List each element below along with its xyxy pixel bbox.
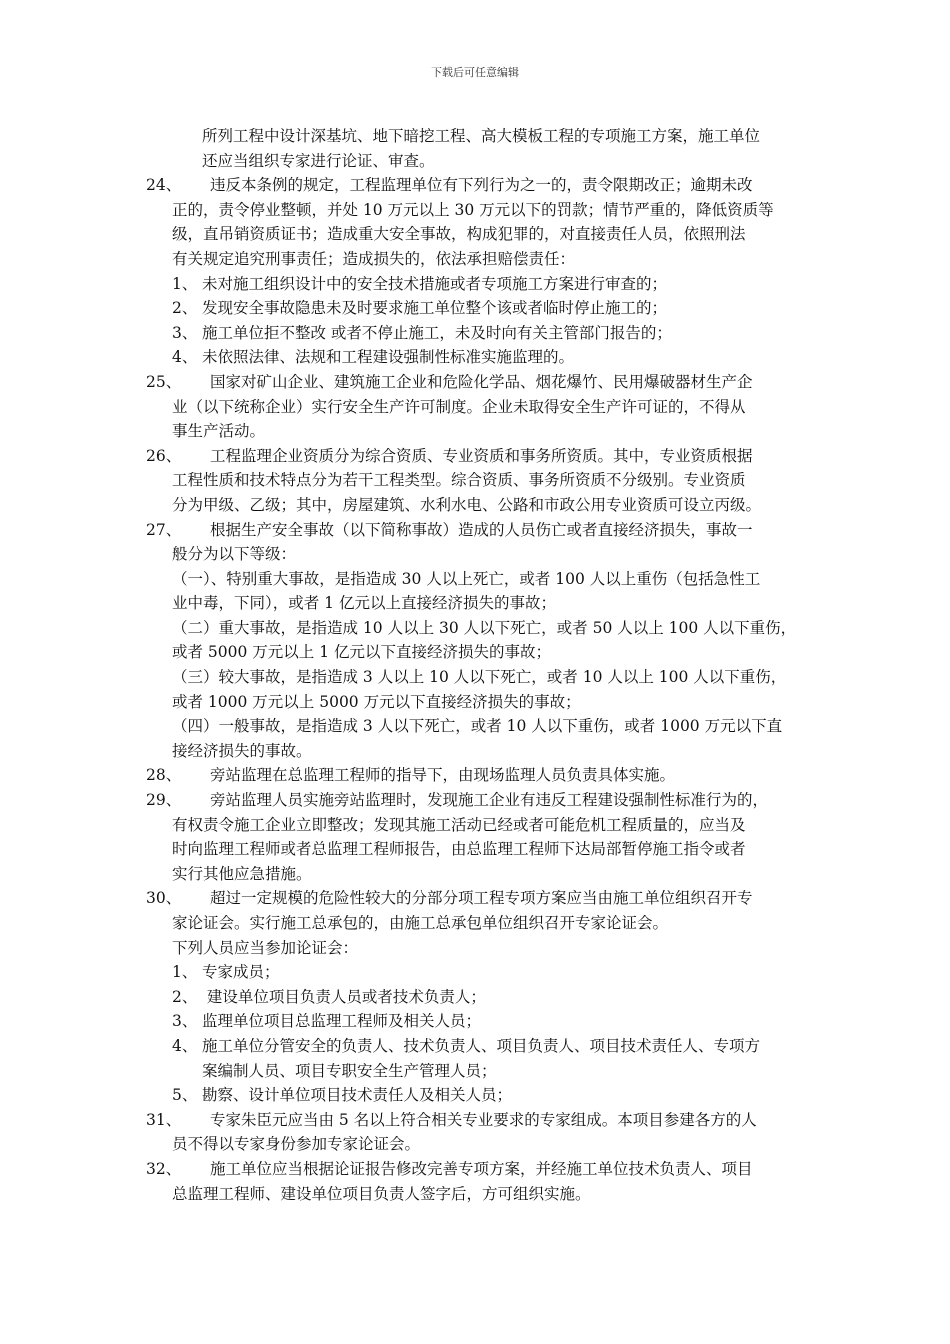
- item-number: 31、: [146, 1110, 182, 1129]
- sub-item: [172, 985, 812, 1010]
- sub-item-continuation: 案编制人员、项目专职安全生产管理人员；: [202, 1061, 497, 1080]
- text-line: 所列工程中设计深基坑、地下暗挖工程、高大模板工程的专项施工方案，施工单位: [202, 127, 761, 145]
- text-line: （二）重大事故，是指造成 10 人以上 30 人以下死亡，或者 50 人以上 100 人以下重伤，: [172, 618, 797, 637]
- item-30: [146, 886, 812, 911]
- sub-item-text: 专家成员；: [202, 963, 280, 982]
- text-line: 接经济损失的事故。: [172, 741, 312, 760]
- text-line: 专家朱臣元应当由 5 名以上符合相关专业要求的专家组成。本项目参建各方的人: [210, 1110, 757, 1129]
- document-body: [146, 124, 812, 1206]
- text-line: 分为甲级、乙级；其中，房屋建筑、水利水电、公路和市政公用专业资质可设立丙级。: [172, 495, 762, 514]
- text-line: （四）一般事故，是指造成 3 人以下死亡，或者 10 人以下重伤，或者 1000 万元以下直: [172, 717, 783, 736]
- sub-item-text: 未依照法律、法规和工程建设强制性标准实施监理的。: [202, 348, 575, 367]
- page-header: 下载后可任意编辑: [431, 66, 519, 79]
- text-line: 事生产活动。: [172, 422, 266, 441]
- text-line: 工程监理企业资质分为综合资质、专业资质和事务所资质。其中，专业资质根据: [210, 446, 753, 465]
- item-25: [146, 370, 812, 395]
- sub-item-text: 未对施工组织设计中的安全技术措施或者专项施工方案进行审查的；: [202, 274, 668, 293]
- text-line: 施工单位应当根据论证报告修改完善专项方案，并经施工单位技术负责人、项目: [210, 1159, 753, 1178]
- text-line: 国家对矿山企业、建筑施工企业和危险化学品、烟花爆竹、民用爆破器材生产企: [210, 372, 753, 391]
- text-line: 业（以下统称企业）实行安全生产许可制度。企业未取得安全生产许可证的，不得从: [172, 397, 746, 416]
- item-number: 27、: [146, 520, 182, 539]
- sub-item-text: 施工单位分管安全的负责人、技术负责人、项目负责人、项目技术责任人、专项方: [202, 1036, 761, 1055]
- item-number: 25、: [146, 372, 182, 391]
- text-line: 正的，责令停业整顿，并处 10 万元以上 30 万元以下的罚款；情节严重的，降低资质等: [172, 200, 774, 219]
- sub-item: [172, 272, 812, 297]
- text-line: 有关规定追究刑事责任；造成损失的，依法承担赔偿责任：: [172, 249, 576, 268]
- text-line: 旁站监理在总监理工程师的指导下，由现场监理人员负责具体实施。: [210, 766, 676, 785]
- item-27: [146, 518, 812, 543]
- text-line: 实行其他应急措施。: [172, 864, 312, 883]
- text-line: （三）较大事故，是指造成 3 人以上 10 人以下死亡，或者 10 人以上 100 人以下重伤，: [172, 668, 787, 687]
- text-line: 下列人员应当参加论证会：: [172, 938, 359, 957]
- sub-item-number: 4、: [172, 1036, 198, 1055]
- sub-item-text: 发现安全事故隐患未及时要求施工单位整个该或者临时停止施工的；: [202, 299, 668, 318]
- text-line: 旁站监理人员实施旁站监理时，发现施工企业有违反工程建设强制性标准行为的，: [210, 791, 769, 810]
- sub-item-number: 2、: [172, 299, 198, 318]
- item-32: [146, 1157, 812, 1182]
- sub-item: [172, 1083, 812, 1108]
- text-line: 还应当组织专家进行论证、审查。: [202, 151, 435, 170]
- item-29: [146, 788, 812, 813]
- sub-item-number: 5、: [172, 1086, 198, 1105]
- sub-item-text: 监理单位项目总监理工程师及相关人员；: [202, 1012, 482, 1031]
- sub-item-number: 3、: [172, 1012, 198, 1031]
- item-number: 32、: [146, 1159, 182, 1178]
- text-line: 超过一定规模的危险性较大的分部分项工程专项方案应当由施工单位组织召开专: [210, 889, 753, 908]
- sub-item-number: 2、: [172, 987, 198, 1006]
- sub-item: [172, 321, 812, 346]
- text-line: 违反本条例的规定，工程监理单位有下列行为之一的，责令限期改正；逾期未改: [210, 176, 753, 195]
- item-number: 26、: [146, 446, 182, 465]
- text-line: （一）、特别重大事故，是指造成 30 人以上死亡，或者 100 人以上重伤（包括急性工: [172, 569, 761, 588]
- item-28: [146, 763, 812, 788]
- text-line: 根据生产安全事故（以下简称事故）造成的人员伤亡或者直接经济损失，事故一: [210, 520, 753, 539]
- sub-item-text: 施工单位拒不整改 或者不停止施工，未及时向有关主管部门报告的；: [202, 323, 672, 342]
- text-line: 员不得以专家身份参加专家论证会。: [172, 1135, 421, 1154]
- item-number: 24、: [146, 176, 182, 195]
- sub-item-number: 3、: [172, 323, 198, 342]
- sub-item: [172, 960, 812, 985]
- text-line: 级，直吊销资质证书；造成重大安全事故，构成犯罪的，对直接责任人员，依照刑法: [172, 225, 746, 244]
- sub-item: [172, 296, 812, 321]
- text-line: 业中毒，下同），或者 1 亿元以上直接经济损失的事故；: [172, 594, 556, 613]
- item-26: [146, 444, 812, 469]
- sub-item-text: 建设单位项目负责人员或者技术负责人；: [202, 987, 486, 1006]
- text-line: 或者 1000 万元以上 5000 万元以下直接经济损失的事故；: [172, 692, 581, 711]
- text-line: 工程性质和技术特点分为若干工程类型。综合资质、事务所资质不分级别。专业资质: [172, 471, 746, 490]
- sub-item-number: 1、: [172, 274, 198, 293]
- text-line: 般分为以下等级：: [172, 545, 297, 564]
- item-24: [146, 173, 812, 198]
- item-number: 29、: [146, 791, 182, 810]
- text-line: 或者 5000 万元以上 1 亿元以下直接经济损失的事故；: [172, 643, 552, 662]
- sub-item: [172, 1009, 812, 1034]
- text-line: 总监理工程师、建设单位项目负责人签字后，方可组织实施。: [172, 1184, 591, 1203]
- sub-item: [172, 1034, 812, 1059]
- sub-item-number: 1、: [172, 963, 198, 982]
- text-line: 时向监理工程师或者总监理工程师报告，由总监理工程师下达局部暂停施工指令或者: [172, 840, 746, 859]
- sub-item-number: 4、: [172, 348, 198, 367]
- item-number: 28、: [146, 766, 182, 785]
- item-31: [146, 1108, 812, 1133]
- sub-item: [172, 345, 812, 370]
- text-line: 有权责令施工企业立即整改；发现其施工活动已经或者可能危机工程质量的，应当及: [172, 815, 746, 834]
- sub-item-text: 勘察、设计单位项目技术责任人及相关人员；: [202, 1086, 513, 1105]
- item-number: 30、: [146, 889, 182, 908]
- text-line: 家论证会。实行施工总承包的，由施工总承包单位组织召开专家论证会。: [172, 914, 669, 932]
